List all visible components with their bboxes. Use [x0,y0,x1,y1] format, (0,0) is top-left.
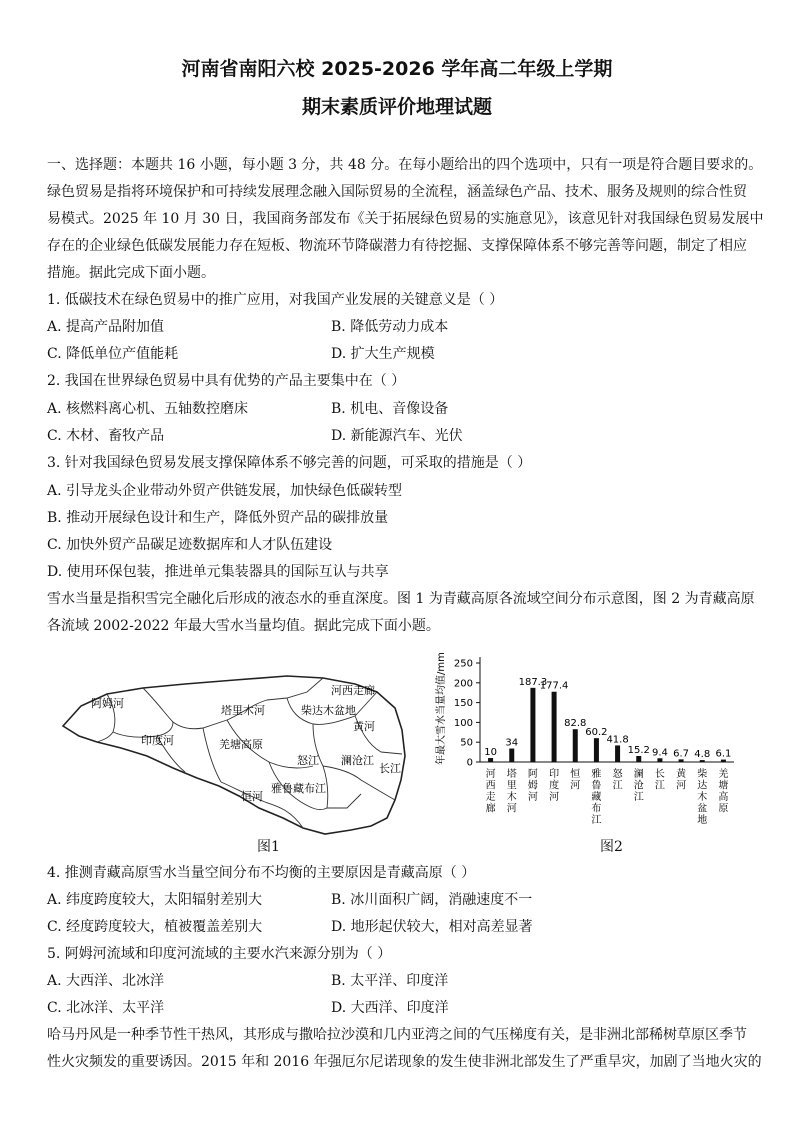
figure1-map [55,668,415,838]
chart-category-label: 河西走廊 [485,769,496,815]
chart-bar [509,749,514,762]
chart-category-label: 黄河 [676,769,687,792]
chart-category-label: 恒河 [570,769,581,792]
map-label-qaidam: 柴达木盆地 [301,704,356,717]
map-label-nujiang: 怒江 [297,754,319,767]
passage3-line: 性火灾频发的重要诱因。2015 年和 2016 年强厄尔尼诺现象的发生使非洲北部发生了严重旱灾，加剧了当地火灾的 [47,1054,762,1070]
chart-bar [573,729,578,762]
chart-y-tick-label: 250 [453,658,473,670]
chart-bar [679,759,684,762]
passage1-line: 绿色贸易是指将环境保护和可持续发展理念融入国际贸易的全流程，涵盖绿色产品、技术、服务及规则的综合性贸 [47,184,747,200]
chart-bar [615,745,620,762]
chart-value-label: 82.8 [564,718,587,730]
chart-category-label: 澜沧江 [633,769,644,803]
q5-option-a[interactable]: A. 大西洋、北冰洋 [47,973,165,989]
map-label-changtang: 羌塘高原 [219,738,263,751]
chart-value-label: 10 [484,747,497,759]
map-label-indus: 印度河 [141,734,174,747]
chart-value-label: 34 [505,737,519,749]
chart-bar [657,758,662,762]
chart-category-label: 阿姆河 [527,769,538,803]
chart-y-tick-label: 50 [460,737,473,749]
q3-stem: 3. 针对我国绿色贸易发展支撑保障体系不够完善的问题，可采取的措施是（ ） [47,455,532,471]
passage1-line: 措施。据此完成下面小题。 [47,265,215,281]
map-label-hexi: 河西走廊 [331,684,375,697]
q3-option-a[interactable]: A. 引导龙头企业带动外贸产供链发展，加快绿色低碳转型 [47,483,403,499]
chart-value-label: 6.7 [673,748,690,760]
chart-bar [594,738,599,762]
chart-category-label: 柴达木盆地 [697,769,708,826]
q4-option-a[interactable]: A. 纬度跨度较大，太阳辐射差别大 [47,892,263,908]
chart-value-label: 187.3 [518,676,548,688]
map-label-ganges: 恒河 [241,790,263,803]
chart-category-label: 雅鲁藏布江 [591,769,602,826]
q4-option-c[interactable]: C. 经度跨度较大，植被覆盖差别大 [47,919,263,935]
map-label-amu-darya: 阿姆河 [91,697,124,710]
q4-option-b[interactable]: B. 冰川面积广阔，消融速度不一 [331,892,533,908]
chart-value-label: 60.2 [585,727,608,739]
q1-stem: 1. 低碳技术在绿色贸易中的推广应用，对我国产业发展的关键意义是（ ） [47,292,504,308]
map-label-yellow-river: 黄河 [353,720,375,733]
q5-option-c[interactable]: C. 北冰洋、太平洋 [47,1000,165,1016]
map-label-yangtze: 长江 [379,762,401,775]
chart-category-label: 怒江 [612,769,623,792]
q3-option-d[interactable]: D. 使用环保包装，推进单元集装器具的国际互认与共享 [47,564,389,580]
passage1-line: 易模式。2025 年 10 月 30 日，我国商务部发布《关于拓展绿色贸易的实施意见》，该意见针对我国绿色贸易发展中 [47,211,764,227]
q2-option-d[interactable]: D. 新能源汽车、光伏 [331,428,463,444]
chart-bar [700,760,705,762]
chart-bar [721,760,726,762]
exam-title-line1: 河南省南阳六校 2025-2026 学年高二年级上学期 [181,58,613,80]
chart-y-axis-label: 年最大雪水当量均值/mm [436,652,447,765]
exam-title-line2: 期末素质评价地理试题 [301,96,492,118]
chart-y-tick-label: 150 [453,698,473,710]
map-label-tarim: 塔里木河 [221,704,265,717]
q1-option-a[interactable]: A. 提高产品附加值 [47,319,165,335]
passage2-line: 雪水当量是指积雪完全融化后形成的液态水的垂直深度。图 1 为青藏高原各流域空间分布示意图，图 2 为青藏高原 [47,591,755,607]
chart-value-label: 41.8 [606,734,629,746]
figure2-caption: 图2 [600,839,623,855]
q1-option-d[interactable]: D. 扩大生产规模 [331,346,435,362]
q4-stem: 4. 推测青藏高原雪水当量空间分布不均衡的主要原因是青藏高原（ ） [47,865,476,881]
chart-category-label: 塔里木河 [506,769,517,815]
q5-option-b[interactable]: B. 太平洋、印度洋 [331,973,449,989]
q2-option-a[interactable]: A. 核燃料离心机、五轴数控磨床 [47,401,249,417]
chart-bar [530,688,535,762]
section-header: 一、选择题：本题共 16 小题，每小题 3 分，共 48 分。在每小题给出的四个选项中，只有一项是符合题目要求的。 [47,157,763,173]
chart-y-tick-label: 100 [453,717,473,729]
q2-option-b[interactable]: B. 机电、音像设备 [331,401,449,417]
figure2-bar-chart [428,645,748,830]
figure1-caption: 图1 [257,839,280,855]
q5-stem: 5. 阿姆河流域和印度河流域的主要水汽来源分别为（ ） [47,946,392,962]
chart-value-label: 4.8 [694,749,711,761]
chart-y-tick-label: 200 [453,678,473,690]
chart-bar [636,756,641,762]
chart-bar [488,758,493,762]
passage3-line: 哈马丹风是一种季节性干热风，其形成与撒哈拉沙漠和几内亚湾之间的气压梯度有关，是非洲北部稀树草原区季节 [47,1027,747,1043]
chart-value-label: 9.4 [651,747,668,759]
passage1-line: 存在的企业绿色低碳发展能力存在短板、物流环节降碳潜力有待挖掘、支撑保障体系不够完善等问题，制定了相应 [47,238,747,254]
map-label-lancang: 澜沧江 [341,754,374,767]
q2-stem: 2. 我国在世界绿色贸易中具有优势的产品主要集中在（ ） [47,373,406,389]
chart-value-label: 177.4 [539,680,569,692]
q3-option-c[interactable]: C. 加快外贸产品碳足迹数据库和人才队伍建设 [47,537,333,553]
chart-category-label: 印度河 [549,769,560,803]
q5-option-d[interactable]: D. 大西洋、印度洋 [331,1000,449,1016]
map-label-yarlung: 雅鲁藏布江 [271,782,326,795]
chart-bar [552,692,557,762]
q1-option-c[interactable]: C. 降低单位产值能耗 [47,346,179,362]
q4-option-d[interactable]: D. 地形起伏较大，相对高差显著 [331,919,533,935]
passage2-line: 各流域 2002-2022 年最大雪水当量均值。据此完成下面小题。 [47,618,440,634]
q1-option-b[interactable]: B. 降低劳动力成本 [331,319,449,335]
chart-category-label: 长江 [654,769,665,792]
q3-option-b[interactable]: B. 推动开展绿色设计和生产，降低外贸产品的碳排放量 [47,510,389,526]
chart-category-label: 羌塘高原 [718,769,729,815]
chart-value-label: 15.2 [627,744,650,756]
q2-option-c[interactable]: C. 木材、畜牧产品 [47,428,165,444]
chart-y-tick-label: 0 [466,757,473,769]
chart-value-label: 6.1 [715,748,732,760]
